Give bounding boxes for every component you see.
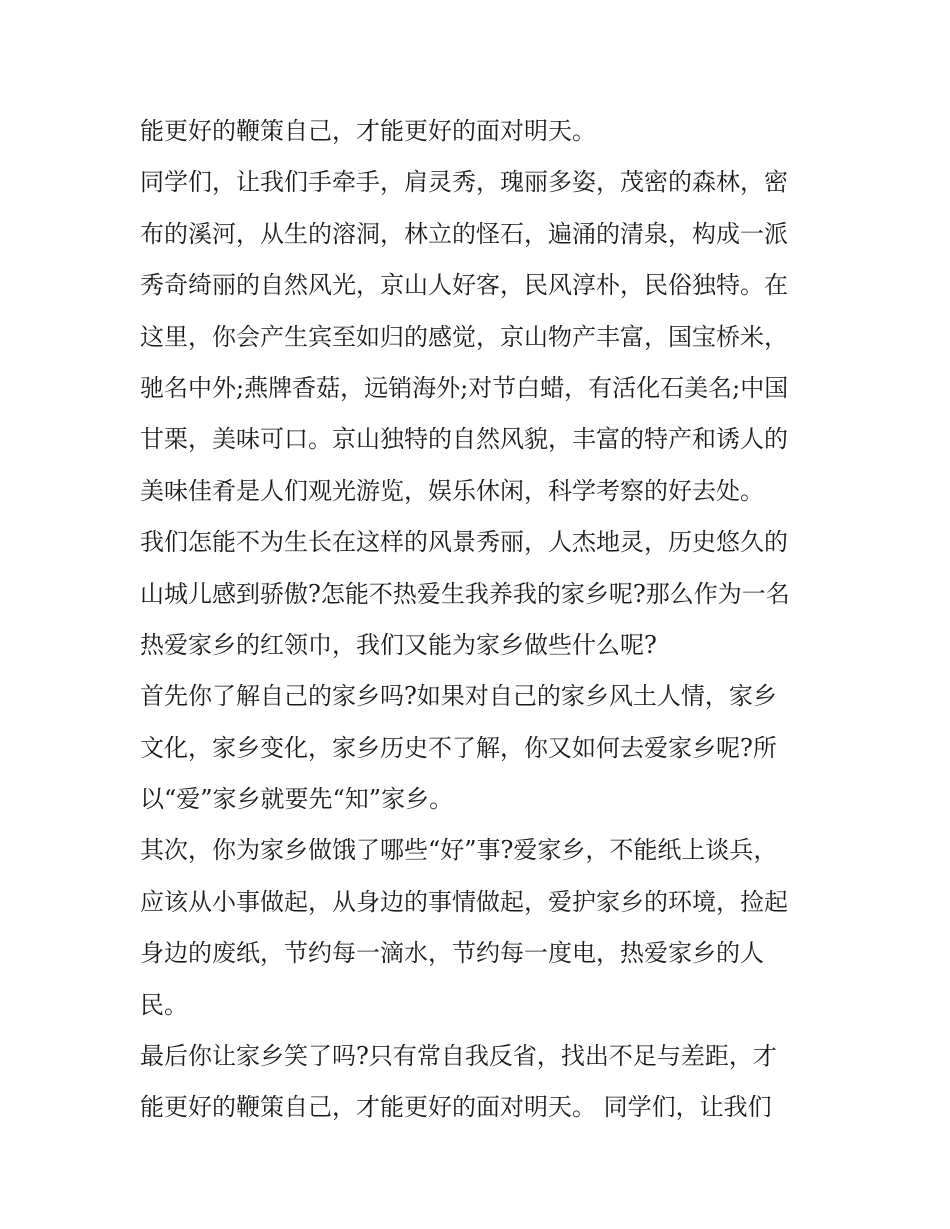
text-line: 其次，你为家乡做饿了哪些“好”事?爱家乡，不能纸上谈兵，	[140, 836, 778, 865]
text-line: 甘栗，美味可口。京山独特的自然风貌，丰富的特产和诱人的	[140, 425, 788, 454]
text-line: 布的溪河，从生的溶洞，林立的怪石，遍涌的清泉，构成一派	[140, 219, 788, 248]
body-text	[140, 106, 820, 1134]
text-line: 文化，家乡变化，家乡历史不了解，你又如何去爱家乡呢?所	[140, 733, 777, 762]
text-line: 同学们，让我们手牵手，肩灵秀，瑰丽多姿，茂密的森林，密	[140, 168, 788, 197]
text-line: 以“爱”家乡就要先“知”家乡。	[140, 785, 454, 814]
text-line: 应该从小事做起，从身边的事情做起，爱护家乡的环境，捡起	[140, 887, 788, 916]
text-line: 山城儿感到骄傲?怎能不热爱生我养我的家乡呢?那么作为一名	[140, 579, 790, 608]
text-line: 美味佳肴是人们观光游览，娱乐休闲，科学考察的好去处。	[140, 476, 764, 505]
text-line: 我们怎能不为生长在这样的风景秀丽，人杰地灵，历史悠久的	[140, 528, 788, 557]
text-line: 能更好的鞭策自己，才能更好的面对明天。	[140, 117, 596, 145]
text-line: 能更好的鞭策自己，才能更好的面对明天。 同学们，让我们	[140, 1093, 772, 1122]
text-line: 首先你了解自己的家乡吗?如果对自己的家乡风土人情，家乡	[140, 682, 777, 711]
text-line: 秀奇绮丽的自然风光，京山人好客，民风淳朴，民俗独特。在	[140, 271, 788, 300]
text-line: 民。	[140, 990, 188, 1019]
text-line: 驰名中外;燕牌香菇，远销海外;对节白蜡，有活化石美名;中国	[140, 373, 789, 402]
text-line: 身边的废纸，节约每一滴水，节约每一度电，热爱家乡的人	[140, 939, 764, 968]
text-line: 最后你让家乡笑了吗?只有常自我反省，找出不足与差距，才	[140, 1042, 777, 1071]
text-line: 这里，你会产生宾至如归的感觉，京山物产丰富，国宝桥米，	[140, 322, 788, 351]
text-line: 热爱家乡的红领巾，我们又能为家乡做些什么呢?	[140, 630, 657, 659]
